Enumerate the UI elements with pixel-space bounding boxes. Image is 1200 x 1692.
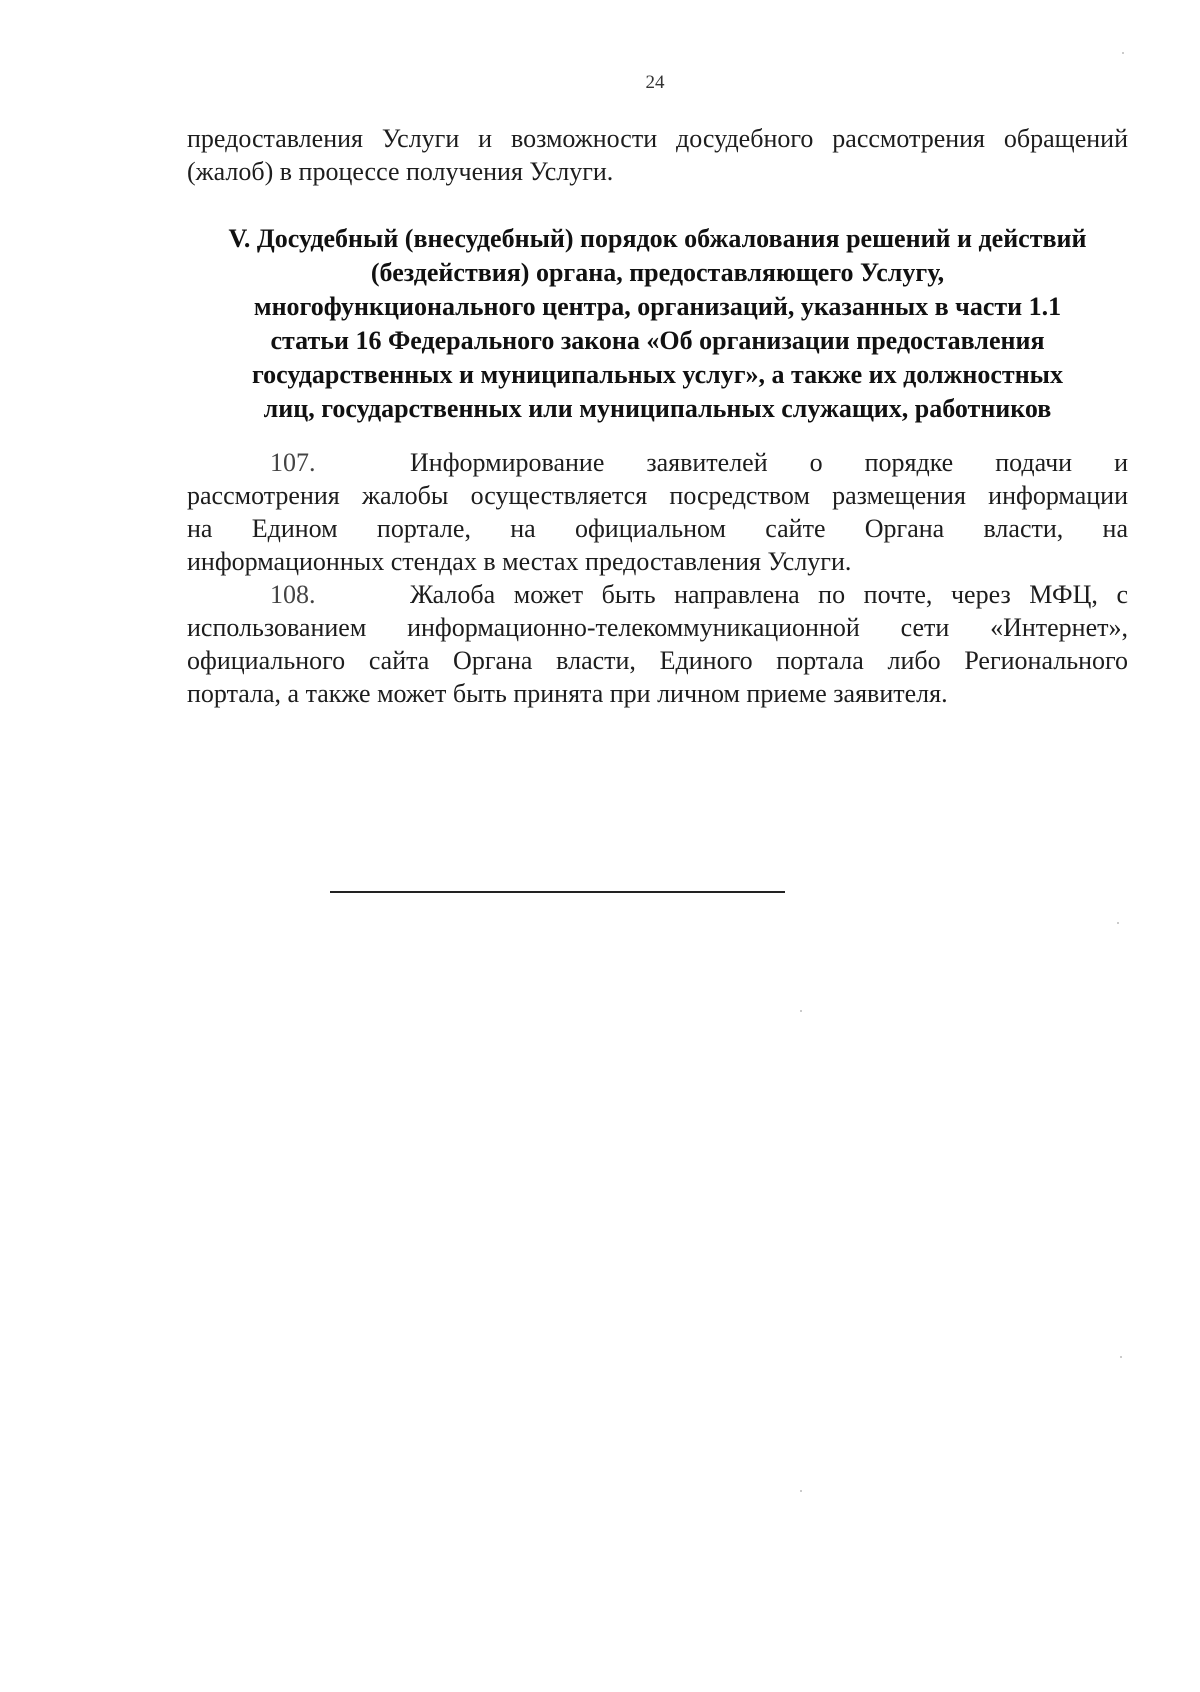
paragraph-text: Жалоба может быть направлена по почте, через МФЦ, с — [410, 580, 1128, 609]
paragraph-line: рассмотрения жалобы осуществляется посредством размещения информации — [187, 481, 1128, 510]
paragraph-text: Информирование заявителей о порядке подачи и — [410, 448, 1128, 477]
continuation-paragraph: предоставления Услуги и возможности досудебного рассмотрения обращений (жалоб) в процессе получения Услуги. — [187, 124, 1128, 186]
page-number: 24 — [645, 72, 665, 93]
section-heading — [187, 222, 1128, 426]
paragraph-107 — [187, 446, 1128, 578]
paragraph-first-line — [187, 446, 1128, 479]
paragraph-line: на Едином портале, на официальном сайте Органа власти, на — [187, 514, 1128, 543]
paragraph-number: 108. — [270, 580, 316, 609]
scan-speck — [800, 1490, 802, 1492]
heading-line: V. Досудебный (внесудебный) порядок обжалования решений и действий — [228, 224, 1087, 253]
heading-line: статьи 16 Федерального закона «Об организации предоставления — [270, 326, 1045, 355]
scan-speck — [1122, 52, 1124, 54]
paragraph-line: информационных стендах в местах предоставления Услуги. — [187, 547, 852, 576]
paragraph-108 — [187, 578, 1128, 710]
end-separator-line — [330, 891, 785, 893]
paragraph-line: официального сайта Органа власти, Единого портала либо Регионального — [187, 646, 1128, 675]
scan-speck — [1117, 922, 1119, 924]
paragraph-line: портала, а также может быть принята при личном приеме заявителя. — [187, 679, 948, 708]
paragraph-number: 107. — [270, 448, 316, 477]
paragraph-line: использованием информационно-телекоммуникационной сети «Интернет», — [187, 613, 1128, 642]
heading-line: (бездействия) органа, предоставляющего Услугу, — [370, 258, 945, 287]
scan-speck — [1120, 1356, 1122, 1358]
heading-line: лиц, государственных или муниципальных служащих, работников — [263, 394, 1052, 423]
heading-line: многофункционального центра, организаций, указанных в части 1.1 — [253, 292, 1062, 321]
paragraph-first-line — [187, 578, 1128, 611]
heading-line: государственных и муниципальных услуг», а также их должностных — [252, 360, 1063, 389]
scan-speck — [800, 1010, 802, 1012]
